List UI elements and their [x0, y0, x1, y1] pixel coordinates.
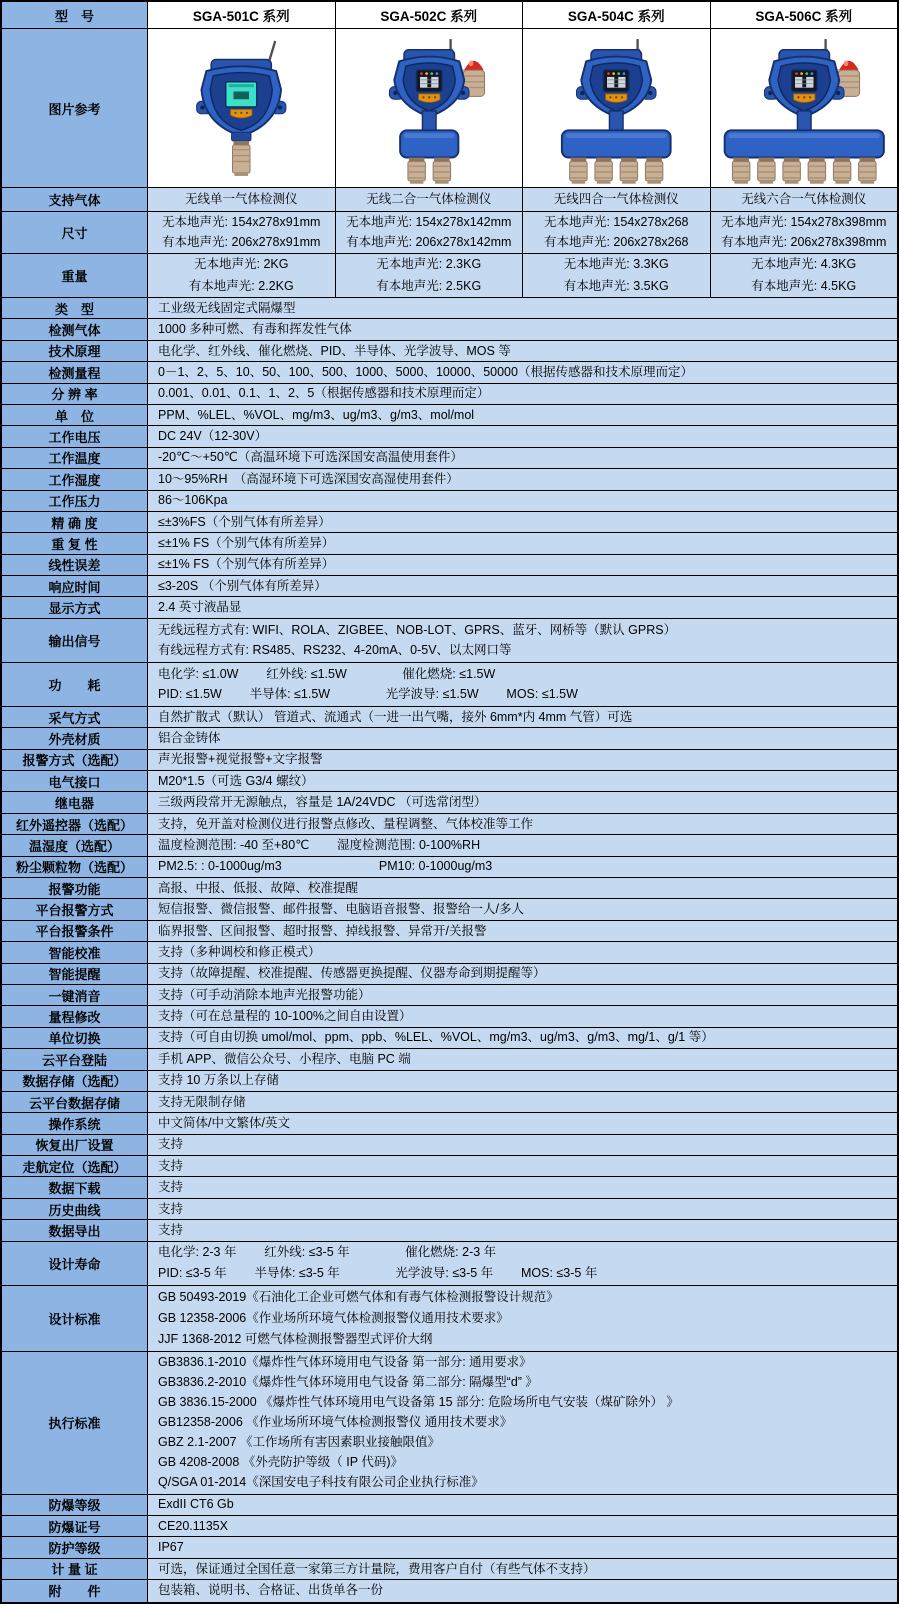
- table-row: [2, 1049, 897, 1070]
- table-row: [2, 319, 897, 340]
- table-row: [2, 1071, 897, 1092]
- row-value: [148, 491, 897, 511]
- table-row: [2, 1580, 897, 1601]
- row-value: [148, 1071, 897, 1091]
- row-label: 设计寿命: [2, 1242, 148, 1285]
- value-line: 支持: [158, 1201, 184, 1216]
- table-row: [2, 1516, 897, 1537]
- value-line: 支持（可在总量程的 10-100%之间自由设置）: [158, 1009, 412, 1024]
- value-line: 支持: [158, 1137, 184, 1152]
- device-cell-sga-506c: [711, 29, 898, 187]
- support-value: [711, 188, 898, 211]
- value-line: 0－1、2、5、10、50、100、500、1000、5000、10000、50000（根据传感器和技术原理而定）: [158, 364, 693, 379]
- row-label: 单位切换: [2, 1028, 148, 1048]
- row-label: 附 件: [2, 1580, 148, 1601]
- row-label: 操作系统: [2, 1113, 148, 1133]
- value-line: GBZ 2.1-2007 《工作场所有害因素职业接触限值》: [158, 1435, 440, 1450]
- table-row: [2, 771, 897, 792]
- table-row: [2, 857, 897, 878]
- table-row: [2, 964, 897, 985]
- device-cell-sga-502c: [336, 29, 524, 187]
- table-row: [2, 814, 897, 835]
- value-line: 无线六合一气体检测仪: [741, 192, 867, 207]
- row-label-support: 支持气体: [2, 188, 148, 211]
- table-row: [2, 576, 897, 597]
- table-row: [2, 298, 897, 319]
- value-line: 有本地声光: 2.5KG: [376, 278, 482, 293]
- table-row: [2, 942, 897, 963]
- row-label: 线性误差: [2, 555, 148, 575]
- row-label: 数据存储（选配）: [2, 1071, 148, 1091]
- row-value: [148, 857, 897, 877]
- value-line: ≤±1% FS（个别气体有所差异）: [158, 536, 335, 551]
- table-row: [2, 341, 897, 362]
- size-value: [523, 212, 711, 253]
- table-row: [2, 491, 897, 512]
- model-header: SGA-501C 系列: [148, 2, 336, 28]
- weight-value: [148, 254, 336, 297]
- gas-detector-illustration: [525, 31, 708, 185]
- row-label: 红外遥控器（选配）: [2, 814, 148, 834]
- row-value: [148, 814, 897, 834]
- value-line: GB 12358-2006《作业场所环境气体检测报警仪通用技术要求》: [158, 1310, 509, 1325]
- table-row: [2, 469, 897, 490]
- row-label: 继电器: [2, 792, 148, 812]
- value-line: 有线远程方式有: RS485、RS232、4-20mA、0-5V、以太网口等: [158, 643, 512, 658]
- value-line: 无线单一气体检测仪: [184, 192, 298, 207]
- row-label: 工作温度: [2, 448, 148, 468]
- weight-value: [711, 254, 898, 297]
- row-value: [148, 878, 897, 898]
- table-row: [2, 899, 897, 920]
- value-line: JJF 1368-2012 可燃气体检测报警器型式评价大纲: [158, 1331, 433, 1346]
- row-value: [148, 771, 897, 791]
- row-value: [148, 1495, 897, 1515]
- row-value: [148, 619, 897, 662]
- device-cell-sga-504c: [523, 29, 711, 187]
- support-gas-row: [2, 188, 897, 212]
- row-value: [148, 384, 897, 404]
- support-value: [148, 188, 336, 211]
- image-values: [148, 29, 897, 187]
- value-line: PPM、%LEL、%VOL、mg/m3、ug/m3、g/m3、mol/mol: [158, 407, 475, 422]
- table-row: [2, 1156, 897, 1177]
- row-value: [148, 1352, 897, 1494]
- row-label-model: 型 号: [2, 2, 148, 28]
- value-line: ≤±3%FS（个别气体有所差异）: [158, 514, 331, 529]
- row-label: 电气接口: [2, 771, 148, 791]
- row-label: 平台报警条件: [2, 921, 148, 941]
- value-line: 支持（多种调校和修正模式）: [158, 944, 321, 959]
- table-row: [2, 619, 897, 663]
- image-row: [2, 29, 897, 188]
- value-line: 支持，免开盖对检测仪进行报警点修改、量程调整、气体校准等工作: [158, 816, 534, 831]
- value-line: Q/SGA 01-2014《深国安电子科技有限公司企业执行标准》: [158, 1475, 484, 1490]
- row-label-image: 图片参考: [2, 29, 148, 187]
- value-line: 高报、中报、低报、故障、校准提醒: [158, 880, 359, 895]
- value-line: IP67: [158, 1540, 184, 1555]
- row-value: [148, 426, 897, 446]
- value-line: 有本地声光: 2.2KG: [188, 278, 294, 293]
- row-label: 数据下载: [2, 1177, 148, 1197]
- row-value: [148, 964, 897, 984]
- weight-value: [523, 254, 711, 297]
- table-row: [2, 1199, 897, 1220]
- table-row: [2, 878, 897, 899]
- table-row: [2, 1352, 897, 1495]
- row-value: [148, 362, 897, 382]
- value-line: 自然扩散式（默认） 管道式、流通式（一进一出气嘴，接外 6mm*内 4mm 气管）可选: [158, 709, 633, 724]
- row-label: 工作电压: [2, 426, 148, 446]
- value-line: 无本地声光: 154x278x268: [543, 214, 689, 229]
- value-line: 0.001、0.01、0.1、1、2、5（根据传感器和技术原理而定）: [158, 386, 490, 401]
- value-line: 无本地声光: 2.3KG: [376, 257, 482, 272]
- row-label: 采气方式: [2, 707, 148, 727]
- value-line: 支持无限制存储: [158, 1094, 246, 1109]
- value-line: 支持（故障提醒、校准提醒、传感器更换提醒、仪器寿命到期提醒等）: [158, 966, 546, 981]
- value-line: 可选，保证通过全国任意一家第三方计量院，费用客户自付（有些气体不支持）: [158, 1561, 596, 1576]
- row-label: 报警功能: [2, 878, 148, 898]
- table-row: [2, 1177, 897, 1198]
- model-header: SGA-504C 系列: [523, 2, 711, 28]
- row-value: [148, 750, 897, 770]
- table-row: [2, 384, 897, 405]
- row-value: [148, 1559, 897, 1579]
- weight-values: [148, 254, 897, 297]
- value-line: 无本地声光: 154x278x142mm: [346, 214, 512, 229]
- row-label: 精 确 度: [2, 512, 148, 532]
- row-value: [148, 707, 897, 727]
- value-line: GB 50493-2019《石油化工企业可燃气体和有毒气体检测报警设计规范》: [158, 1289, 559, 1304]
- row-label: 云平台登陆: [2, 1049, 148, 1069]
- row-label: 功 耗: [2, 663, 148, 706]
- value-line: ExdII CT6 Gb: [158, 1497, 234, 1512]
- row-label: 量程修改: [2, 1006, 148, 1026]
- row-value: [148, 921, 897, 941]
- table-row: [2, 750, 897, 771]
- row-label: 走航定位（选配）: [2, 1156, 148, 1176]
- value-line: 无本地声光: 154x278x91mm: [162, 214, 321, 229]
- row-value: [148, 1516, 897, 1536]
- table-row: [2, 1006, 897, 1027]
- row-label: 分 辨 率: [2, 384, 148, 404]
- value-line: 86～106Kpa: [158, 493, 228, 508]
- table-row: [2, 728, 897, 749]
- value-line: 铝合金铸体: [158, 731, 221, 745]
- row-label: 显示方式: [2, 597, 148, 617]
- row-label: 数据导出: [2, 1220, 148, 1240]
- value-line: 10～95%RH （高湿环境下可选深国安高湿使用套件）: [158, 471, 459, 486]
- value-line: 包装箱、说明书、合格证、出货单各一份: [158, 1583, 384, 1598]
- row-value: [148, 405, 897, 425]
- row-label: 温湿度（选配）: [2, 835, 148, 855]
- row-label: 计 量 证: [2, 1559, 148, 1579]
- row-label: 检测量程: [2, 362, 148, 382]
- gas-detector-illustration: [150, 31, 333, 185]
- weight-row: [2, 254, 897, 298]
- model-header: SGA-502C 系列: [336, 2, 524, 28]
- row-value: [148, 1135, 897, 1155]
- value-line: 有本地声光: 4.5KG: [751, 278, 857, 293]
- row-label: 输出信号: [2, 619, 148, 662]
- table-row: [2, 921, 897, 942]
- value-line: 支持: [158, 1180, 184, 1195]
- value-line: 支持（可自由切换 umol/mol、ppm、ppb、%LEL、%VOL、mg/m3、ug/m3、g/m3、mg/1、g/1 等）: [158, 1030, 714, 1045]
- value-line: GB 4208-2008 《外壳防护等级（ IP 代码)》: [158, 1455, 403, 1470]
- table-row: [2, 1286, 897, 1352]
- row-value: [148, 1006, 897, 1026]
- value-line: 有本地声光: 206x278x91mm: [162, 235, 321, 250]
- value-line: M20*1.5（可选 G3/4 螺纹）: [158, 773, 314, 788]
- row-value: [148, 298, 897, 318]
- row-label: 粉尘颗粒物（选配）: [2, 857, 148, 877]
- row-value: [148, 1028, 897, 1048]
- row-label: 历史曲线: [2, 1199, 148, 1219]
- value-line: 有本地声光: 206x278x142mm: [346, 235, 512, 250]
- value-line: 有本地声光: 206x278x398mm: [721, 235, 887, 250]
- value-line: 声光报警+视觉报警+文字报警: [158, 752, 323, 767]
- row-label: 一键消音: [2, 985, 148, 1005]
- table-row: [2, 426, 897, 447]
- row-label: 重 复 性: [2, 533, 148, 553]
- table-row: [2, 1559, 897, 1580]
- row-value: [148, 1537, 897, 1557]
- row-value: [148, 942, 897, 962]
- value-line: 无线二合一气体检测仪: [366, 192, 492, 207]
- row-value: [148, 1092, 897, 1112]
- table-row: [2, 1113, 897, 1134]
- row-value: [148, 1580, 897, 1601]
- size-value: [336, 212, 524, 253]
- table-row: [2, 1242, 897, 1286]
- value-line: 1000 多种可燃、有毒和挥发性气体: [158, 322, 352, 337]
- row-label-weight: 重量: [2, 254, 148, 297]
- table-row: [2, 985, 897, 1006]
- row-value: [148, 792, 897, 812]
- size-row: [2, 212, 897, 254]
- row-label: 智能校准: [2, 942, 148, 962]
- row-label: 智能提醒: [2, 964, 148, 984]
- value-line: GB12358-2006 《作业场所环境气体检测报警仪 通用技术要求》: [158, 1415, 513, 1430]
- table-row: [2, 1537, 897, 1558]
- table-row: [2, 663, 897, 707]
- value-line: 2.4 英寸液晶显: [158, 600, 242, 615]
- value-line: ≤±1% FS（个别气体有所差异）: [158, 557, 335, 572]
- table-row: [2, 792, 897, 813]
- gas-detector-illustration: [713, 31, 896, 185]
- row-label: 外壳材质: [2, 728, 148, 748]
- row-value: [148, 663, 897, 706]
- gas-detector-illustration: [338, 31, 521, 185]
- table-row: [2, 362, 897, 383]
- value-line: 电化学: ≤1.0W 红外线: ≤1.5W 催化燃烧: ≤1.5W: [158, 666, 496, 681]
- value-line: 支持: [158, 1222, 184, 1237]
- header-values: [148, 2, 897, 28]
- value-line: 无线四合一气体检测仪: [553, 192, 679, 207]
- support-values: [148, 188, 897, 211]
- row-value: [148, 1049, 897, 1069]
- value-line: PM2.5: : 0-1000ug/m3 PM10: 0-1000ug/m3: [158, 859, 493, 874]
- row-value: [148, 985, 897, 1005]
- row-value: [148, 448, 897, 468]
- row-value: [148, 533, 897, 553]
- value-line: PID: ≤1.5W 半导体: ≤1.5W 光学波导: ≤1.5W MOS: ≤1.5W: [158, 687, 578, 702]
- support-value: [523, 188, 711, 211]
- support-value: [336, 188, 524, 211]
- value-line: ≤3-20S （个别气体有所差异）: [158, 578, 327, 593]
- table-row: [2, 1220, 897, 1241]
- value-line: 三级两段常开无源触点，容量是 1A/24VDC （可选常闭型）: [158, 795, 487, 810]
- table-row: [2, 448, 897, 469]
- row-label: 工作湿度: [2, 469, 148, 489]
- row-value: [148, 576, 897, 596]
- value-line: 临界报警、区间报警、超时报警、掉线报警、异常开/关报警: [158, 923, 487, 938]
- row-label: 执行标准: [2, 1352, 148, 1494]
- table-row: [2, 1495, 897, 1516]
- row-label: 防爆等级: [2, 1495, 148, 1515]
- row-label: 防护等级: [2, 1537, 148, 1557]
- value-line: 支持: [158, 1158, 184, 1173]
- row-value: [148, 835, 897, 855]
- row-value: [148, 512, 897, 532]
- value-line: 手机 APP、微信公众号、小程序、电脑 PC 端: [158, 1051, 411, 1066]
- table-row: [2, 405, 897, 426]
- table-row: [2, 1135, 897, 1156]
- row-label: 单 位: [2, 405, 148, 425]
- row-label: 技术原理: [2, 341, 148, 361]
- table-row: [2, 597, 897, 618]
- value-line: 支持（可手动消除本地声光报警功能）: [158, 987, 371, 1002]
- value-line: 电化学: 2-3 年 红外线: ≤3-5 年 催化燃烧: 2-3 年: [158, 1245, 497, 1260]
- value-line: -20℃～+50℃（高温环境下可选深国安高温使用套件）: [158, 450, 463, 465]
- row-value: [148, 1113, 897, 1133]
- size-values: [148, 212, 897, 253]
- row-value: [148, 469, 897, 489]
- table-header-row: [2, 2, 897, 29]
- row-label: 恢复出厂设置: [2, 1135, 148, 1155]
- value-line: 有本地声光: 206x278x268: [543, 235, 689, 250]
- value-line: 无本地声光: 2KG: [194, 257, 289, 272]
- table-row: [2, 1028, 897, 1049]
- row-value: [148, 597, 897, 617]
- size-value: [711, 212, 898, 253]
- value-line: PID: ≤3-5 年 半导体: ≤3-5 年 光学波导: ≤3-5 年 MOS: ≤3-5 年: [158, 1265, 598, 1280]
- row-value: [148, 899, 897, 919]
- value-line: GB3836.1-2010《爆炸性气体环境用电气设备 第一部分: 通用要求》: [158, 1355, 532, 1370]
- value-line: 电化学、红外线、催化燃烧、PID、半导体、光学波导、MOS 等: [158, 343, 511, 358]
- value-line: 工业级无线固定式隔爆型: [158, 300, 296, 315]
- row-value: [148, 555, 897, 575]
- row-value: [148, 1220, 897, 1240]
- value-line: 支持 10 万条以上存储: [158, 1073, 279, 1088]
- table-row: [2, 835, 897, 856]
- row-value: [148, 341, 897, 361]
- row-label: 检测气体: [2, 319, 148, 339]
- row-value: [148, 1286, 897, 1351]
- weight-value: [336, 254, 524, 297]
- value-line: GB 3836.15-2000 《爆炸性气体环境用电气设备第 15 部分: 危险场所电气安装（煤矿除外） 》: [158, 1395, 679, 1410]
- row-label: 平台报警方式: [2, 899, 148, 919]
- row-label: 云平台数据存储: [2, 1092, 148, 1112]
- value-line: 无本地声光: 4.3KG: [751, 257, 857, 272]
- row-value: [148, 1177, 897, 1197]
- table-row: [2, 707, 897, 728]
- row-value: [148, 1242, 897, 1285]
- row-label: 设计标准: [2, 1286, 148, 1351]
- table-row: [2, 555, 897, 576]
- table-row: [2, 533, 897, 554]
- value-line: 中文简体/中文繁体/英文: [158, 1116, 290, 1131]
- size-value: [148, 212, 336, 253]
- value-line: DC 24V（12-30V）: [158, 429, 268, 444]
- model-header: SGA-506C 系列: [711, 2, 898, 28]
- row-label: 类 型: [2, 298, 148, 318]
- value-line: 无本地声光: 154x278x398mm: [721, 214, 887, 229]
- table-row: [2, 1092, 897, 1113]
- row-value: [148, 728, 897, 748]
- table-row: [2, 512, 897, 533]
- row-label-size: 尺寸: [2, 212, 148, 253]
- row-value: [148, 1156, 897, 1176]
- row-label: 工作压力: [2, 491, 148, 511]
- value-line: 短信报警、微信报警、邮件报警、电脑语音报警、报警给一人/多人: [158, 902, 524, 917]
- row-label: 报警方式（选配）: [2, 750, 148, 770]
- row-label: 响应时间: [2, 576, 148, 596]
- row-label: 防爆证号: [2, 1516, 148, 1536]
- row-value: [148, 1199, 897, 1219]
- row-value: [148, 319, 897, 339]
- value-line: 有本地声光: 3.5KG: [563, 278, 669, 293]
- value-line: CE20.1135X: [158, 1518, 228, 1533]
- value-line: 无本地声光: 3.3KG: [563, 257, 669, 272]
- value-line: 无线远程方式有: WIFI、ROLA、ZIGBEE、NOB-LOT、GPRS、蓝牙、网桥等（默认 GPRS）: [158, 622, 677, 637]
- value-line: GB3836.2-2010《爆炸性气体环境用电气设备 第二部分: 隔爆型“d” 》: [158, 1375, 538, 1390]
- device-cell-sga-501c: [148, 29, 336, 187]
- value-line: 温度检测范围: -40 至+80℃ 湿度检测范围: 0-100%RH: [158, 837, 481, 852]
